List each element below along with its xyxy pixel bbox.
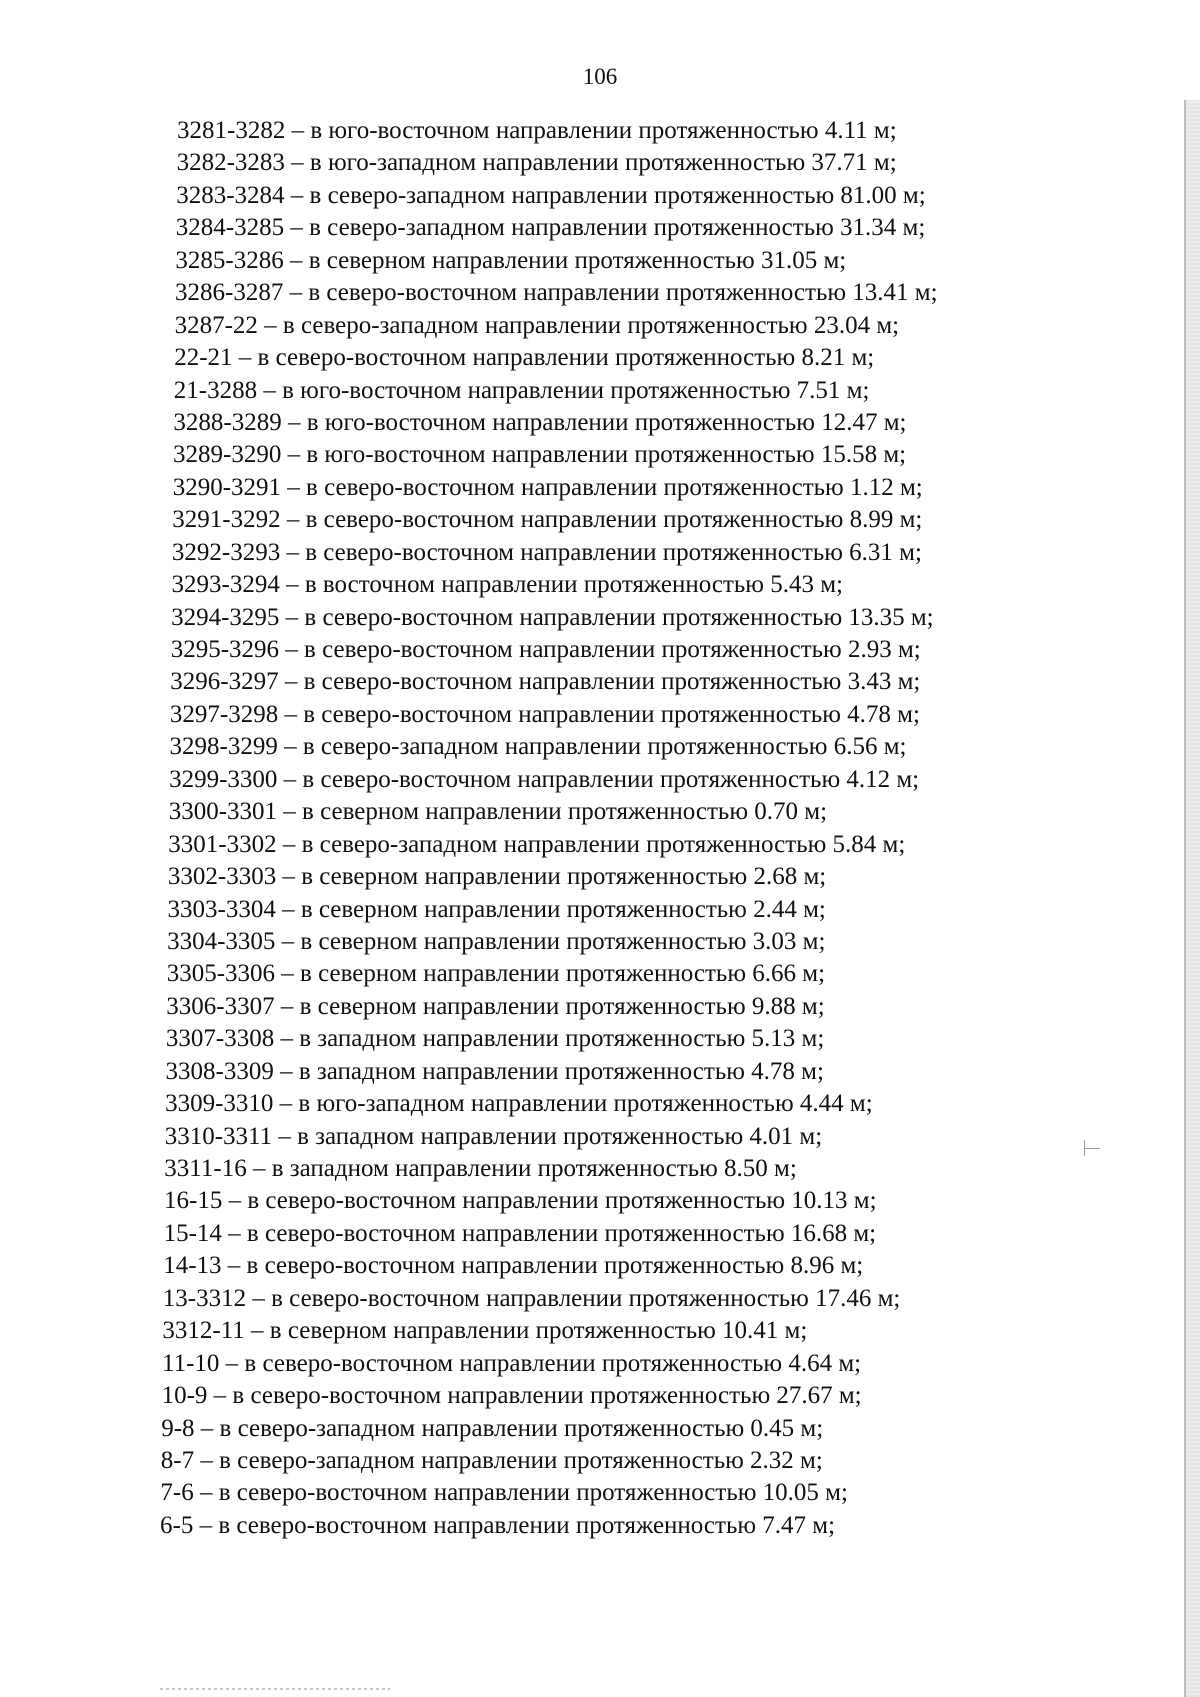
boundary-segment-line: 3307-3308 – в западном направлении протяженностью 5.13 м; xyxy=(165,1025,825,1053)
boundary-segment-line: 9-8 – в северо-западном направлении протяженностью 0.45 м; xyxy=(161,1414,824,1442)
boundary-segment-line: 3289-3290 – в юго-восточном направлении протяженностью 15.58 м; xyxy=(173,441,907,469)
boundary-segment-line: 3310-3311 – в западном направлении протяженностью 4.01 м; xyxy=(164,1122,823,1150)
boundary-segment-line: 8-7 – в северо-западном направлении протяженностью 2.32 м; xyxy=(160,1446,823,1474)
boundary-segment-line: 21-3288 – в юго-восточном направлении протяженностью 7.51 м; xyxy=(173,376,870,404)
boundary-segment-line: 15-14 – в северо-восточном направлении протяженностью 16.68 м; xyxy=(163,1219,877,1247)
boundary-segment-line: 3297-3298 – в северо-восточном направлении протяженностью 4.78 м; xyxy=(169,700,920,728)
page-number: 106 xyxy=(582,64,618,89)
boundary-segment-line: 3304-3305 – в северном направлении протяженностью 3.03 м; xyxy=(167,927,826,955)
boundary-segment-line: 3305-3306 – в северном направлении протяженностью 6.66 м; xyxy=(166,960,826,988)
boundary-segment-list xyxy=(0,115,1100,1542)
boundary-segment-line: 22-21 – в северо-восточном направлении протяженностью 8.21 м; xyxy=(174,344,875,372)
boundary-segment-line: 3281-3282 – в юго-восточном направлении протяженностью 4.11 м; xyxy=(177,117,897,144)
boundary-segment-line: 3308-3309 – в западном направлении протяженностью 4.78 м; xyxy=(165,1057,824,1085)
boundary-segment-line: 14-13 – в северо-восточном направлении протяженностью 8.96 м; xyxy=(163,1252,864,1280)
scan-edge xyxy=(1186,100,1200,1697)
boundary-segment-line: 3291-3292 – в северо-восточном направлении протяженностью 8.99 м; xyxy=(172,506,923,534)
boundary-segment-line: 3283-3284 – в северо-западном направлении протяженностью 81.00 м; xyxy=(176,181,926,209)
boundary-segment-line: 3286-3287 – в северо-восточном направлении протяженностью 13.41 м; xyxy=(175,279,938,307)
boundary-segment-line: 3298-3299 – в северо-западном направлении протяженностью 6.56 м; xyxy=(169,733,907,761)
boundary-segment-line: 3290-3291 – в северо-восточном направлении протяженностью 1.12 м; xyxy=(172,473,923,501)
boundary-segment-line: 3284-3285 – в северо-западном направлении протяженностью 31.34 м; xyxy=(175,214,926,242)
scan-edge-line xyxy=(1184,100,1186,1697)
boundary-segment-line: 3302-3303 – в северном направлении протяженностью 2.68 м; xyxy=(167,863,827,891)
boundary-segment-line: 3292-3293 – в северо-восточном направлении протяженностью 6.31 м; xyxy=(171,538,922,566)
scan-noise xyxy=(160,1688,390,1690)
boundary-segment-line: 7-6 – в северо-восточном направлении протяженностью 10.05 м; xyxy=(160,1479,848,1507)
boundary-segment-line: 11-10 – в северо-восточном направлении протяженностью 4.64 м; xyxy=(162,1349,862,1377)
boundary-segment-line: 3295-3296 – в северо-восточном направлении протяженностью 2.93 м; xyxy=(170,636,921,663)
boundary-segment-line: 13-3312 – в северо-восточном направлении протяженностью 17.46 м; xyxy=(162,1284,901,1312)
boundary-segment-line: 3301-3302 – в северо-западном направлении протяженностью 5.84 м; xyxy=(168,830,906,858)
boundary-segment-line: 3296-3297 – в северо-восточном направлении протяженностью 3.43 м; xyxy=(170,668,921,696)
boundary-segment-line: 3287-22 – в северо-западном направлении протяженностью 23.04 м; xyxy=(174,311,900,339)
boundary-segment-line: 3282-3283 – в юго-западном направлении протяженностью 37.71 м; xyxy=(176,149,897,177)
scan-mark xyxy=(1084,1148,1100,1149)
boundary-segment-line: 3300-3301 – в северном направлении протяженностью 0.70 м; xyxy=(168,798,828,826)
boundary-segment-line: 3299-3300 – в северо-восточном направлении протяженностью 4.12 м; xyxy=(169,765,920,793)
boundary-segment-line: 6-5 – в северо-восточном направлении протяженностью 7.47 м; xyxy=(160,1511,836,1539)
boundary-segment-line: 3293-3294 – в восточном направлении протяженностью 5.43 м; xyxy=(171,571,843,599)
boundary-segment-line: 3294-3295 – в северо-восточном направлении протяженностью 13.35 м; xyxy=(171,603,934,631)
boundary-segment-line: 3306-3307 – в северном направлении протяженностью 9.88 м; xyxy=(166,992,825,1020)
boundary-segment-line: 3285-3286 – в северном направлении протяженностью 31.05 м; xyxy=(175,246,847,274)
boundary-segment-line: 3312-11 – в северном направлении протяженностью 10.41 м; xyxy=(162,1317,808,1345)
boundary-segment-line: 10-9 – в северо-восточном направлении протяженностью 27.67 м; xyxy=(161,1382,862,1410)
scan-mark-vertical xyxy=(1084,1140,1085,1156)
boundary-segment-line: 3303-3304 – в северном направлении протяженностью 2.44 м; xyxy=(167,895,826,923)
boundary-segment-line: 3309-3310 – в юго-западном направлении протяженностью 4.44 м; xyxy=(165,1090,873,1118)
boundary-segment-line: 16-15 – в северо-восточном направлении протяженностью 10.13 м; xyxy=(164,1187,877,1215)
boundary-segment-line: 3288-3289 – в юго-восточном направлении протяженностью 12.47 м; xyxy=(173,408,907,436)
boundary-segment-line: 3311-16 – в западном направлении протяженностью 8.50 м; xyxy=(164,1155,797,1182)
